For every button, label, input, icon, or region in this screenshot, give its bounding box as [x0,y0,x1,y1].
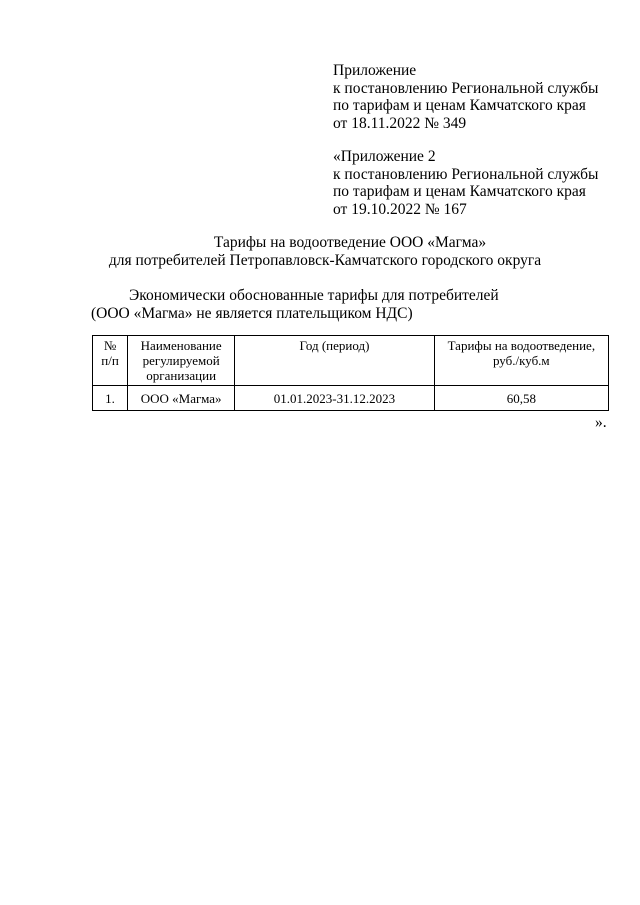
appendix-line: Приложение [333,62,417,79]
document-title [60,234,640,270]
cell-organization: ООО «Магма» [128,386,235,411]
appendix-line: от 18.11.2022 № 349 [333,114,467,132]
header-organization: Наименование регулируемой организации [128,336,235,386]
header-num: № п/п [93,336,128,386]
closing-quote: ». [595,414,607,431]
caption-line-1: Экономически обоснованные тарифы для потребителей [129,287,499,304]
header-period: Год (период) [235,336,434,386]
table-header-row [93,336,609,386]
cell-period: 01.01.2023-31.12.2023 [235,386,434,411]
table-row [93,386,609,411]
title-line-1: Тарифы на водоотведение ООО «Магма» [213,234,487,251]
cell-tariff: 60,58 [434,386,608,411]
appendix-2-line: к постановлению Региональной службы [333,165,599,183]
caption-line-2: (ООО «Магма» не является плательщиком НДС) [91,305,413,322]
appendix-reference [333,62,598,132]
appendix-line: по тарифам и ценам Камчатского края [333,97,586,114]
header-tariff: Тарифы на водоотведение, руб./куб.м [434,336,608,386]
appendix-2-reference [333,148,598,218]
title-line-2: для потребителей Петропавловск-Камчатского городского округа [108,252,542,269]
table-caption [91,287,499,323]
appendix-2-line: по тарифам и ценам Камчатского края [333,183,586,200]
appendix-2-line: от 19.10.2022 № 167 [333,200,467,218]
appendix-line: к постановлению Региональной службы [333,79,599,97]
appendix-2-line: «Приложение 2 [333,148,436,165]
tariff-table [92,335,609,411]
cell-num: 1. [93,386,128,411]
